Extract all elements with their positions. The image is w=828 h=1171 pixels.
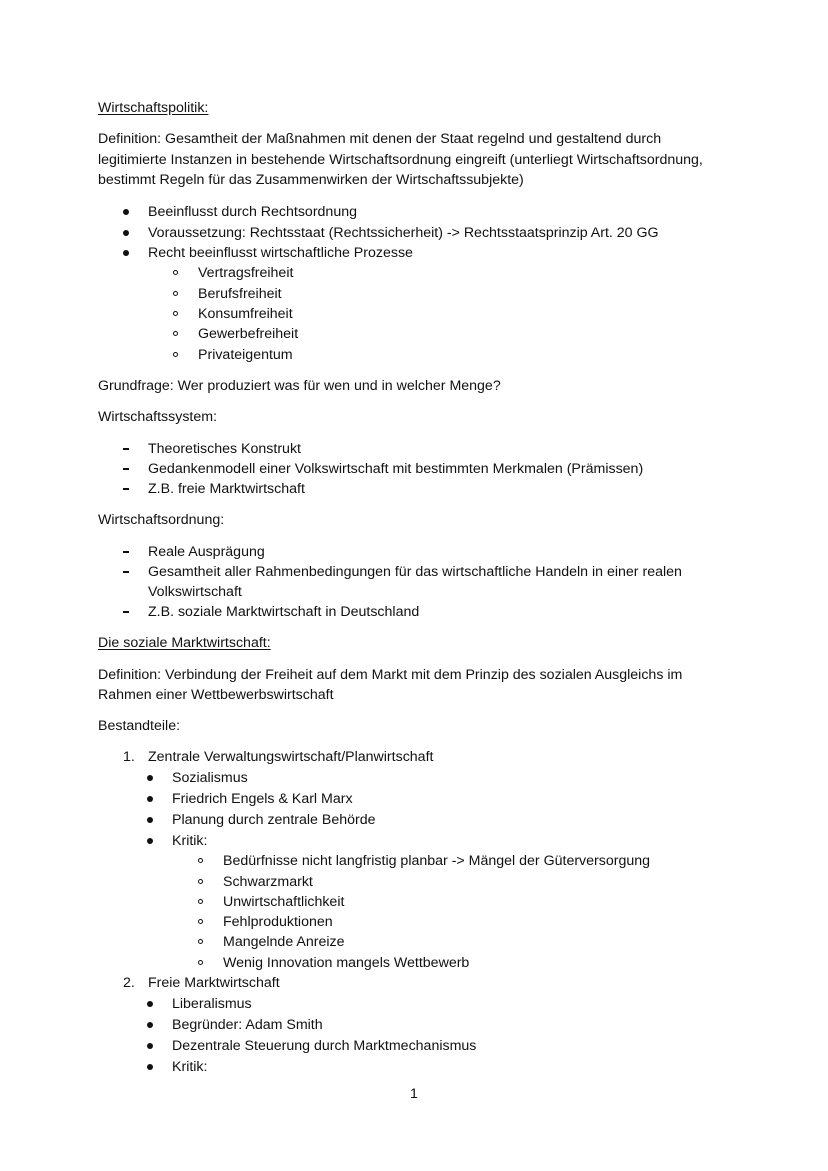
list-item: Berufsfreiheit <box>198 286 282 302</box>
list-item: Liberalismus <box>172 996 252 1012</box>
page-number: 1 <box>410 1086 418 1102</box>
list-item: Gewerbefreiheit <box>198 326 299 342</box>
definition-line: Definition: Verbindung der Freiheit auf dem Markt mit dem Prinzip des sozialen Ausgleichs im <box>98 667 683 683</box>
dash-bullet-icon <box>123 448 129 450</box>
list-item: Planung durch zentrale Behörde <box>172 812 376 828</box>
list-item: Privateigentum <box>198 347 293 363</box>
circle-bullet-icon <box>173 311 178 316</box>
circle-bullet-icon <box>198 919 203 924</box>
bullet-icon <box>123 230 129 236</box>
list-item: Reale Ausprägung <box>148 544 265 560</box>
circle-bullet-icon <box>198 939 203 944</box>
grundfrage: Grundfrage: Wer produziert was für wen und in welcher Menge? <box>98 378 501 394</box>
list-item: Freie Marktwirtschaft <box>148 975 280 991</box>
bullet-icon <box>147 796 153 802</box>
list-item: Recht beeinflusst wirtschaftliche Prozesse <box>148 245 413 261</box>
list-item: Schwarzmarkt <box>223 874 313 890</box>
circle-bullet-icon <box>173 270 178 275</box>
list-number: 1. <box>123 749 135 765</box>
dash-bullet-icon <box>123 551 129 553</box>
bullet-icon <box>123 250 129 256</box>
circle-bullet-icon <box>198 960 203 965</box>
list-item: Z.B. soziale Marktwirtschaft in Deutschland <box>148 604 420 620</box>
dash-bullet-icon <box>123 611 129 613</box>
definition-line: Definition: Gesamtheit der Maßnahmen mit denen der Staat regelnd und gestaltend durch <box>98 131 662 147</box>
list-item: Begründer: Adam Smith <box>172 1017 323 1033</box>
list-item-continuation: Volkswirtschaft <box>148 584 242 600</box>
list-item: Kritik: <box>172 833 208 849</box>
bullet-icon <box>147 1064 153 1070</box>
bullet-icon <box>147 1043 153 1049</box>
bestandteile-label: Bestandteile: <box>98 718 181 734</box>
circle-bullet-icon <box>198 899 203 904</box>
bullet-icon <box>147 817 153 823</box>
dash-bullet-icon <box>123 468 129 470</box>
list-item: Fehlproduktionen <box>223 914 333 930</box>
list-item: Friedrich Engels & Karl Marx <box>172 791 353 807</box>
list-item: Wenig Innovation mangels Wettbewerb <box>223 955 470 971</box>
circle-bullet-icon <box>173 291 178 296</box>
list-item: Unwirtschaftlichkeit <box>223 894 345 910</box>
heading-wirtschaftsordnung: Wirtschaftsordnung: <box>98 512 225 528</box>
definition-line: bestimmt Regeln für das Zusammenwirken der Wirtschaftssubjekte) <box>98 172 524 188</box>
heading-wirtschaftspolitik: Wirtschaftspolitik: <box>98 100 209 116</box>
dash-bullet-icon <box>123 488 129 490</box>
list-item: Gesamtheit aller Rahmenbedingungen für das wirtschaftliche Handeln in einer realen <box>148 564 682 580</box>
list-item: Konsumfreiheit <box>198 306 293 322</box>
list-item: Theoretisches Konstrukt <box>148 441 301 457</box>
heading-soziale-marktwirtschaft: Die soziale Marktwirtschaft: <box>98 635 271 651</box>
bullet-icon <box>147 1001 153 1007</box>
list-item: Dezentrale Steuerung durch Marktmechanismus <box>172 1038 477 1054</box>
circle-bullet-icon <box>198 858 203 863</box>
list-item: Bedürfnisse nicht langfristig planbar -> Mängel der Güterversorgung <box>223 853 651 869</box>
circle-bullet-icon <box>173 352 178 357</box>
list-item: Mangelnde Anreize <box>223 934 345 950</box>
list-item: Kritik: <box>172 1059 208 1075</box>
list-number: 2. <box>123 975 135 991</box>
circle-bullet-icon <box>173 331 178 336</box>
bullet-icon <box>147 838 153 844</box>
list-item: Vertragsfreiheit <box>198 265 294 281</box>
bullet-icon <box>123 209 129 215</box>
definition-line: Rahmen einer Wettbewerbswirtschaft <box>98 687 334 703</box>
dash-bullet-icon <box>123 571 129 573</box>
bullet-icon <box>147 775 153 781</box>
list-item: Voraussetzung: Rechtsstaat (Rechtssicherheit) -> Rechtsstaatsprinzip Art. 20 GG <box>148 225 659 241</box>
list-item: Beeinflusst durch Rechtsordnung <box>148 204 357 220</box>
bullet-icon <box>147 1022 153 1028</box>
definition-line: legitimierte Instanzen in bestehende Wirtschaftsordnung eingreift (unterliegt Wirtschaftsordnung, <box>98 152 703 168</box>
heading-wirtschaftssystem: Wirtschaftssystem: <box>98 409 218 425</box>
circle-bullet-icon <box>198 879 203 884</box>
list-item: Zentrale Verwaltungswirtschaft/Planwirtschaft <box>148 749 434 765</box>
list-item: Gedankenmodell einer Volkswirtschaft mit bestimmten Merkmalen (Prämissen) <box>148 461 644 477</box>
list-item: Sozialismus <box>172 770 248 786</box>
list-item: Z.B. freie Marktwirtschaft <box>148 481 305 497</box>
